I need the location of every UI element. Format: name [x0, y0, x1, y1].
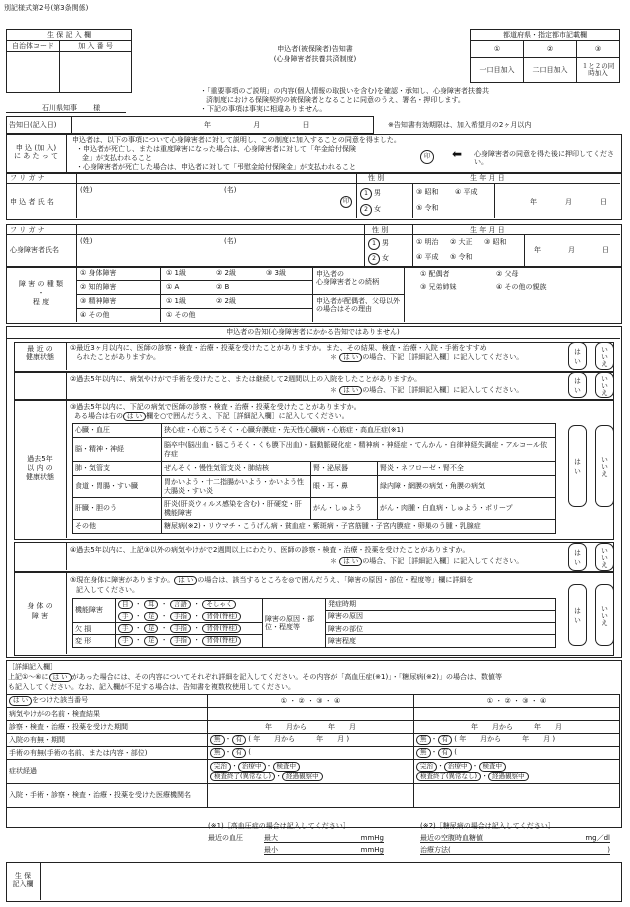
disabled-era-heisei[interactable]: ④ 平成 — [416, 253, 439, 261]
detail-row-4: 症状経過 — [7, 760, 208, 784]
q5-cat-func: 機能障害 — [73, 599, 116, 623]
arrow-note: 心身障害者の同意を得た後に押印してください。 — [474, 150, 614, 167]
q3-cat-3: 食道・胃腸・すい臓 — [73, 476, 162, 498]
q3-cat-1: 脳・精神・神経 — [73, 438, 162, 462]
q1-text1: ①最近3ヶ月以内に、医師の診察・検査・治療・投薬を受けたことがありますか。また、その結果、検査・治療・入院・手術をすすめ — [70, 344, 487, 352]
pref-num-1[interactable]: ① — [471, 41, 524, 58]
note1-max[interactable]: 最大 mmHg — [264, 834, 384, 842]
detail-cell-3a[interactable]: 無 ・ 有 ( — [208, 747, 414, 760]
note2-treatment[interactable]: 治療方法( ) — [420, 846, 610, 854]
disabled-sei: (姓) — [80, 237, 93, 245]
footer-label: 生 保 記入欄 — [12, 872, 34, 889]
applicant-note-label: 申 込 (加 入) に あ た っ て — [14, 144, 58, 161]
intro-line-1: ・「重要事項のご説明」の内容(個人情報の取扱いを含む)を確認・承知し、心身障害者扶養共 — [200, 87, 489, 95]
detail-row-2: 入院の有無・期間 — [7, 734, 208, 747]
note1-title: (※1)［高血圧症の場合は記入してください］ — [208, 822, 350, 830]
q1-yes[interactable]: は い — [568, 342, 587, 370]
q3-text2: ある場合は右の は い 欄を○で囲んだうえ、下記［詳細記入欄］に記入してください。 — [74, 412, 349, 420]
grade-body-2[interactable]: ② 2級 — [216, 269, 236, 277]
q3-no[interactable]: いいえ — [595, 425, 614, 507]
spouse-note: 申込者が配偶者、父母以外の場合はその理由 — [316, 297, 400, 314]
jichitai-code-field[interactable] — [7, 52, 60, 93]
note2-title: (※2)［糖尿病の場合は記入してください］ — [420, 822, 555, 830]
form-id: 別記様式第2号(第3条関係) — [4, 4, 89, 12]
addressee-name: 石川県知事 — [42, 104, 77, 112]
addressee — [6, 104, 126, 113]
q3-cat-0: 心臓・血圧 — [73, 424, 162, 438]
type-mental[interactable]: ③ 精神障害 — [80, 297, 117, 305]
month-label: 月 — [253, 120, 261, 129]
detail-row-1: 診察・検査・治療・投薬を受けた期間 — [7, 721, 208, 734]
type-body[interactable]: ① 身体障害 — [80, 269, 117, 277]
yes-pill: は い — [339, 386, 362, 395]
applicant-dob-label: 生 年 月 日 — [470, 174, 505, 182]
stamp-circle[interactable]: 印 — [420, 150, 434, 164]
detail-num-choices-1[interactable]: ① ・ ② ・ ③ ・ ④ — [208, 695, 414, 708]
seiho-title: 生 保 記 入 欄 — [7, 30, 132, 41]
q4-note: ＊ は い の場合、下記［詳細記入欄］に記入してください。 — [330, 557, 524, 565]
notice-date-label: 告知日(記入日) — [7, 117, 72, 134]
detail-line2: も記入してください。なお、記入欄が不足する場合は、告知書を複数枚使用してください。 — [8, 683, 295, 691]
applicant-day: 日 — [600, 198, 607, 206]
detail-cell-4b[interactable]: 完治 ・ 治療中 ・ 検査中 検査終了(異常なし) ・ 経過観察中 — [414, 760, 620, 784]
disabled-dob-label: 生 年 月 日 — [470, 226, 505, 234]
pref-title: 都道府県・指定都市記載欄 — [471, 30, 620, 41]
q3-cat-2: 肺・気管支 — [73, 462, 162, 476]
disability-label: 障 害 の 種 類 ・ 程 度 — [19, 280, 63, 307]
seiho-col2: 加 入 番 号 — [60, 41, 132, 52]
q5-cause-2[interactable]: 障害の部位 — [326, 623, 556, 635]
disabled-era-taisho[interactable]: ② 大正 — [450, 238, 473, 246]
note2-glucose[interactable]: 最近の空腹時血糖値 mg／dl — [420, 834, 610, 842]
intro-line-3: ・下記の事項は事実に相違ありません。 — [200, 105, 327, 113]
applicant-mei: (名) — [224, 186, 237, 194]
detail-header: ［詳細記入欄］ — [8, 663, 57, 671]
disabled-sex-label: 性 別 — [372, 226, 389, 234]
q2-text1: ②過去5年以内に、病気やけがで手術を受けたこと、または継続して2週間以上の入院をしたことがありますか。 — [70, 375, 422, 383]
q3-items2-2: 腎炎・ネフローゼ・腎不全 — [378, 462, 556, 476]
year-label: 年 — [204, 120, 211, 129]
kanyu-number-field[interactable] — [60, 52, 132, 93]
grade-intel-b[interactable]: ② B — [216, 283, 230, 291]
detail-cell-5a[interactable] — [208, 784, 414, 808]
applicant-female[interactable]: 2 女 — [360, 204, 381, 216]
q5-cause-0[interactable]: 発症時期 — [326, 599, 556, 611]
intro-line-2: 済制度における保険契約の被保険者となることに同意のうえ、署名・押印します。 — [206, 96, 465, 104]
q3-items2-4: がん・肉腫・白血病・しゅよう・ポリープ — [378, 498, 556, 520]
grade-intel-a[interactable]: ① A — [166, 283, 180, 291]
detail-cell-3b[interactable]: 無 ・ 有 ( — [414, 747, 620, 760]
grade-mental-1[interactable]: ① 1級 — [166, 297, 186, 305]
disabled-era-reiwa[interactable]: ⑤ 令和 — [450, 253, 473, 261]
applicant-note-line2: ・申込者が死亡し、または重度障害になった場合は、心身障害者に対して「年金給付保険 — [76, 145, 356, 153]
note1-min[interactable]: 最小 mmHg — [264, 846, 384, 854]
applicant-note-line4: ・心身障害者が死亡した場合は、申込者に対して「弔慰金給付保険金」が支払われること — [76, 163, 356, 171]
q3-items-2: ぜんそく・慢性気管支炎・肺結核 — [162, 462, 311, 476]
q5-yes[interactable]: は い — [568, 584, 587, 646]
applicant-male[interactable]: 1 男 — [360, 188, 381, 200]
q5-items-1[interactable]: 手 ・ 足 ・ 手指 ・ 背骨(脊柱) — [116, 611, 263, 623]
applicant-furigana-label: フ リ ガ ナ — [10, 174, 45, 182]
applicant-name-label: 申 込 者 氏 名 — [10, 198, 54, 206]
detail-table — [6, 694, 620, 808]
yes-pill: は い — [49, 673, 72, 682]
q2-yes[interactable]: は い — [568, 372, 587, 398]
disabled-era-meiji[interactable]: ① 明治 — [416, 238, 439, 246]
relation-label: 申込者の 心身障害者との続柄 — [316, 270, 379, 287]
q3-cat-5: その他 — [73, 520, 162, 534]
pref-num-3[interactable]: ③ — [577, 41, 620, 58]
note1-label: 最近の血圧 — [208, 834, 243, 842]
detail-row-5: 入院・手術・診察・検査・治療・投薬を受けた医療機関名 — [7, 784, 208, 808]
disabled-name-label: 心身障害者氏名 — [10, 246, 59, 254]
q3-cat2-3: 眼・耳・鼻 — [311, 476, 378, 498]
q3-section: 過去5年 以 内 の 健康状態 — [26, 455, 54, 482]
applicant-note-line1: 申込者は、以下の事項について心身障害者に対して説明し、この制度に加入することの同意を得ました。 — [72, 136, 401, 144]
detail-cell-5b[interactable] — [414, 784, 620, 808]
detail-cell-0a[interactable] — [208, 708, 414, 721]
q5-cause-1[interactable]: 障害の原因 — [326, 611, 556, 623]
detail-row-0: 病気やけがの名前・検査結果 — [7, 708, 208, 721]
grade-other[interactable]: ① その他 — [166, 311, 196, 319]
relation-other[interactable]: ④ その他の親族 — [496, 283, 547, 291]
q4-text1: ④過去5年以内に、上記③以外の病気やけがで2週間以上にわたり、医師の診察・検査・治療・投薬を受けたことがありますか。 — [70, 546, 470, 554]
q2-no[interactable]: いいえ — [595, 372, 614, 398]
q3-cat2-4: がん・しゅよう — [311, 498, 378, 520]
disabled-furigana-label: フ リ ガ ナ — [10, 226, 45, 234]
disabled-year: 年 — [534, 246, 541, 254]
doc-title: 申込者(被保険者)告知書 — [277, 45, 353, 53]
yes-pill: は い — [339, 557, 362, 566]
disabled-male[interactable]: 1 男 — [368, 238, 389, 250]
detail-cell-4a[interactable]: 完治 ・ 治療中 ・ 検査中 検査終了(異常なし) ・ 経過観察中 — [208, 760, 414, 784]
q2-note: ＊ は い の場合、下記［詳細記入欄］に記入してください。 — [330, 386, 524, 394]
disabled-female[interactable]: 2 女 — [368, 253, 389, 265]
q5-items-3[interactable]: 手 ・ 足 ・ 手指 ・ 背骨(脊柱) — [116, 635, 263, 647]
q3-items-0: 狭心症・心筋こうそく・心臓弁膜症・先天性心臓病・心筋症・高血圧症(※1) — [162, 424, 556, 438]
q1-section: 最 近 の 健康状態 — [26, 345, 54, 362]
q5-cat-deform: 変 形 — [73, 635, 116, 647]
relation-spouse[interactable]: ① 配偶者 — [420, 270, 450, 278]
q5-text1: ⑤現在身体に障害がありますか。 は い の場合は、該当するところを◎で囲んだうえ、「障害の原因・部位・程度等」欄に詳細を — [70, 576, 474, 584]
q5-cat-loss: 欠 損 — [73, 623, 116, 635]
applicant-year: 年 — [530, 198, 537, 206]
yes-pill: は い — [123, 412, 146, 421]
doc-subtitle: (心身障害者扶養共済制度) — [273, 55, 357, 63]
relation-parent[interactable]: ② 父母 — [496, 270, 519, 278]
q3-yes[interactable]: は い — [568, 425, 587, 507]
q3-items-3: 胃かいよう・十二指腸かいよう・かいよう性大腸炎・すい炎 — [162, 476, 311, 498]
disabled-day: 日 — [602, 246, 609, 254]
detail-num-choices-2[interactable]: ① ・ ② ・ ③ ・ ④ — [414, 695, 620, 708]
notice-date-field[interactable] — [72, 117, 374, 134]
q5-section: 身 体 の 障 害 — [27, 602, 53, 620]
pref-label-2: 二口目加入 — [524, 58, 577, 83]
type-intellectual[interactable]: ② 知的障害 — [80, 283, 117, 291]
detail-row-3: 手術の有無(手術の名前、または内容・部位) — [7, 747, 208, 760]
q5-text2: 記入してください。 — [76, 586, 139, 594]
q3-items2-3: 緑内障・網膜の病気・角膜の病気 — [378, 476, 556, 498]
yes-pill: は い — [174, 576, 197, 585]
applicant-sei: (姓) — [80, 186, 93, 194]
day-label: 日 — [302, 120, 310, 129]
detail-num-label: は い をつけた該当番号 — [7, 695, 208, 708]
q4-no[interactable]: いいえ — [595, 543, 614, 571]
disabled-block — [6, 224, 622, 268]
addressee-suffix: 様 — [93, 104, 101, 112]
applicant-era-reiwa[interactable]: ⑤ 令和 — [416, 204, 439, 212]
footer-box — [6, 862, 622, 902]
pref-label-1: 一口目加入 — [471, 58, 524, 83]
disabled-era-showa[interactable]: ③ 昭和 — [484, 238, 507, 246]
q1-note: ＊ は い の場合、下記［詳細記入欄］に記入してください。 — [330, 353, 524, 361]
pref-label-3: １と２の同時加入 — [577, 58, 620, 83]
detail-line1: 上記①〜⑥に は い があった場合には、その内容についてそれぞれ詳細を記入してください。その内容が「高血圧症(※1)」・「糖尿病(※2)」の場合は、数値等 — [8, 673, 502, 681]
applicant-era-heisei[interactable]: ④ 平成 — [455, 188, 478, 196]
q3-cat-4: 肝臓・胆のう — [73, 498, 162, 520]
grade-mental-2[interactable]: ② 2級 — [216, 297, 236, 305]
seiho-col1: 自治体コード — [7, 41, 60, 52]
q5-cause-label: 障害の原因・部位・程度等 — [263, 599, 326, 648]
q5-items-2[interactable]: 手 ・ 足 ・ 手指 ・ 背骨(脊柱) — [116, 623, 263, 635]
applicant-month: 月 — [565, 198, 572, 206]
q1-text2: られたことがありますか。 — [76, 353, 160, 361]
q3-items-5: 糖尿病(※2)・リウマチ・こうげん病・貧血症・紫斑病・子宮筋腫・子宮内膜症・卵巣のう腫・乳腺症 — [162, 520, 556, 534]
disabled-month: 月 — [568, 246, 575, 254]
pref-num-2[interactable]: ② — [524, 41, 577, 58]
yes-pill: は い — [9, 696, 32, 705]
grade-body-1[interactable]: ① 1級 — [166, 269, 186, 277]
type-other[interactable]: ④ その他 — [80, 311, 110, 319]
q3-disease-table — [72, 423, 556, 534]
relation-sibling[interactable]: ③ 兄弟姉妹 — [420, 283, 457, 291]
q1-no[interactable]: いいえ — [595, 342, 614, 370]
applicant-stamp[interactable]: 印 — [340, 196, 352, 208]
validity-note: ※告知書有効期限は、加入希望月の2ヶ月以内 — [388, 121, 532, 129]
seiho-box — [6, 29, 132, 93]
detail-cell-0b[interactable] — [414, 708, 620, 721]
q5-cause-3[interactable]: 障害程度 — [326, 635, 556, 647]
applicant-block — [6, 172, 622, 220]
applicant-era-showa[interactable]: ③ 昭和 — [416, 188, 439, 196]
pref-box — [470, 29, 620, 83]
notice-header: 申込者の告知(心身障害者にかかる告知ではありません) — [226, 328, 400, 336]
q5-table — [72, 598, 556, 648]
detail-cell-2b[interactable]: 無 ・ 有 ( 年 月から 年 月 ) — [414, 734, 620, 747]
detail-cell-1b[interactable]: 年 月から 年 月 — [414, 721, 620, 734]
disabled-mei: (名) — [224, 237, 237, 245]
applicant-note-line3: 金」が支払われること — [82, 154, 152, 162]
grade-body-3[interactable]: ③ 3級 — [266, 269, 286, 277]
detail-cell-1a[interactable]: 年 月から 年 月 — [208, 721, 414, 734]
q3-items-4: 肝炎(肝炎ウィルス感染を含む)・肝硬変・肝機能障害 — [162, 498, 311, 520]
q3-text1: ③過去5年以内に、下記の病気で医師の診察・検査・治療・投薬を受けたことがありますか。 — [70, 403, 361, 411]
arrow-left-icon: ⬅ — [452, 147, 463, 161]
q5-items-0[interactable]: 目 ・ 耳 ・ 言語 ・ そしゃく — [116, 599, 263, 611]
detail-cell-2a[interactable]: 無 ・ 有 ( 年 月から 年 月 ) — [208, 734, 414, 747]
notice-date-row — [6, 116, 374, 134]
q4-yes[interactable]: は い — [568, 543, 587, 571]
q3-cat2-2: 腎・泌尿器 — [311, 462, 378, 476]
q5-no[interactable]: いいえ — [595, 584, 614, 646]
q3-items-1: 脳卒中(脳出血・脳こうそく・くも膜下出血)・脳動脈硬化症・精神病・神経症・てんかん・自律神経失調症・アルコール依存症 — [162, 438, 556, 462]
yes-pill: は い — [339, 353, 362, 362]
applicant-sex-label: 性 別 — [368, 174, 385, 182]
